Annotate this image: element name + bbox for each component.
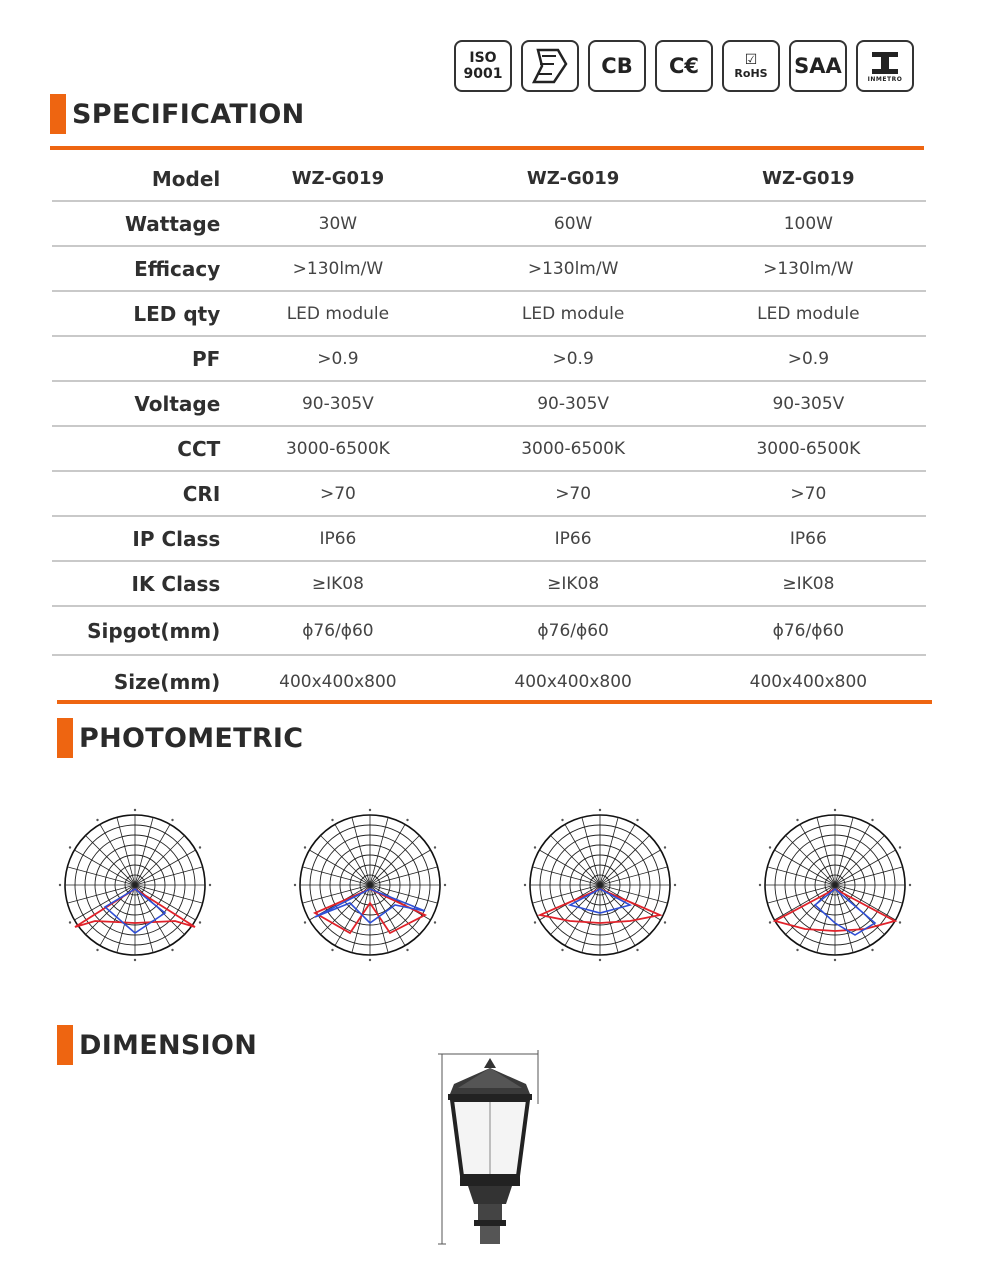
spec-value: >0.9: [220, 336, 455, 381]
spec-value: ≥IK08: [220, 561, 455, 606]
spec-label: Wattage: [52, 201, 220, 246]
polar-diagram-30w: [57, 807, 213, 963]
specification-table: [52, 157, 926, 708]
spec-row: [52, 336, 926, 381]
enec-badge: [521, 40, 579, 92]
spec-value: 90-305V: [456, 381, 691, 426]
spec-label: Size(mm): [113, 670, 221, 694]
photometric-heading: [57, 718, 303, 758]
spec-label: CCT: [52, 426, 220, 471]
spec-value: >130lm/W: [691, 246, 926, 291]
spec-label: Sipgot(mm): [52, 606, 220, 655]
ce-badge: [655, 40, 713, 92]
spec-value: 90-305V: [220, 381, 455, 426]
spec-value: 30W: [220, 201, 455, 246]
spec-label: IK Class: [52, 561, 220, 606]
ce-text: C€: [668, 54, 700, 78]
specification-title: SPECIFICATION: [72, 98, 305, 130]
rohs-badge: [722, 40, 780, 92]
spec-value: >0.9: [691, 336, 926, 381]
spec-row: [52, 426, 926, 471]
spec-value: ϕ76/ϕ60: [456, 606, 691, 655]
spec-value: IP66: [456, 516, 691, 561]
spec-label: CRI: [52, 471, 220, 516]
spec-value: ϕ76/ϕ60: [220, 606, 455, 655]
spec-value: >130lm/W: [456, 246, 691, 291]
spec-label: Efficacy: [52, 246, 220, 291]
spec-value: ≥IK08: [456, 561, 691, 606]
spec-row: [52, 201, 926, 246]
iso-number-text: 9001: [463, 66, 503, 82]
rohs-check-icon: ☑: [744, 52, 758, 68]
spec-value: ≥IK08: [691, 561, 926, 606]
spec-value: WZ-G019: [691, 157, 926, 201]
spec-row: [52, 471, 926, 516]
spec-value: ϕ76/ϕ60: [691, 606, 926, 655]
spec-value: LED module: [691, 291, 926, 336]
spec-row: [52, 291, 926, 336]
spec-value: LED module: [220, 291, 455, 336]
photometric-title: PHOTOMETRIC: [79, 722, 304, 754]
spec-label: LED qty: [52, 291, 220, 336]
specification-top-rule: [50, 146, 924, 150]
inmetro-badge: [856, 40, 914, 92]
spec-row: [52, 561, 926, 606]
spec-label: Model: [52, 157, 220, 201]
spec-value: 400x400x800: [749, 672, 868, 692]
polar-diagram-100w: [522, 807, 678, 963]
spec-value: IP66: [691, 516, 926, 561]
spec-value: 3000-6500K: [220, 426, 455, 471]
iso-text: ISO: [469, 50, 497, 66]
polar-diagram-60w: [292, 807, 448, 963]
cb-badge: [588, 40, 646, 92]
dimension-heading: [57, 1025, 257, 1065]
spec-value: 3000-6500K: [691, 426, 926, 471]
lamp-dimension-drawing: [434, 1044, 546, 1256]
spec-value: 60W: [456, 201, 691, 246]
enec-logo-icon: [528, 46, 572, 86]
rohs-text: RoHS: [734, 67, 768, 80]
spec-label: IP Class: [52, 516, 220, 561]
specification-bottom-rule: [57, 700, 932, 704]
spec-label: Voltage: [52, 381, 220, 426]
spec-value: >130lm/W: [220, 246, 455, 291]
spec-row: [52, 246, 926, 291]
spec-value: >70: [220, 471, 455, 516]
spec-row: [52, 606, 926, 655]
spec-value: 90-305V: [691, 381, 926, 426]
certification-badges: [454, 40, 914, 94]
spec-value: >70: [456, 471, 691, 516]
spec-value: >0.9: [456, 336, 691, 381]
spec-value: 100W: [691, 201, 926, 246]
inmetro-text: INMETRO: [867, 75, 903, 83]
spec-value: WZ-G019: [220, 157, 455, 201]
spec-value: IP66: [220, 516, 455, 561]
spec-value: WZ-G019: [456, 157, 691, 201]
heading-accent-bar: [57, 718, 73, 758]
polar-diagram-4: [757, 807, 913, 963]
spec-value: >70: [691, 471, 926, 516]
specification-heading: [50, 94, 305, 134]
spec-row: [52, 381, 926, 426]
dimension-title: DIMENSION: [79, 1029, 258, 1061]
saa-badge: [789, 40, 847, 92]
spec-row: [52, 516, 926, 561]
spec-value: 3000-6500K: [456, 426, 691, 471]
cb-text: CB: [601, 54, 633, 78]
spec-value: 400x400x800: [514, 672, 632, 692]
spec-label: PF: [52, 336, 220, 381]
spec-row: [52, 157, 926, 201]
spec-value: 400x400x800: [279, 672, 397, 692]
saa-text: SAA: [794, 54, 842, 78]
inmetro-logo-icon: [870, 50, 900, 76]
iso-9001-badge: [454, 40, 512, 92]
spec-value: LED module: [456, 291, 691, 336]
heading-accent-bar: [57, 1025, 73, 1065]
heading-accent-bar: [50, 94, 66, 134]
